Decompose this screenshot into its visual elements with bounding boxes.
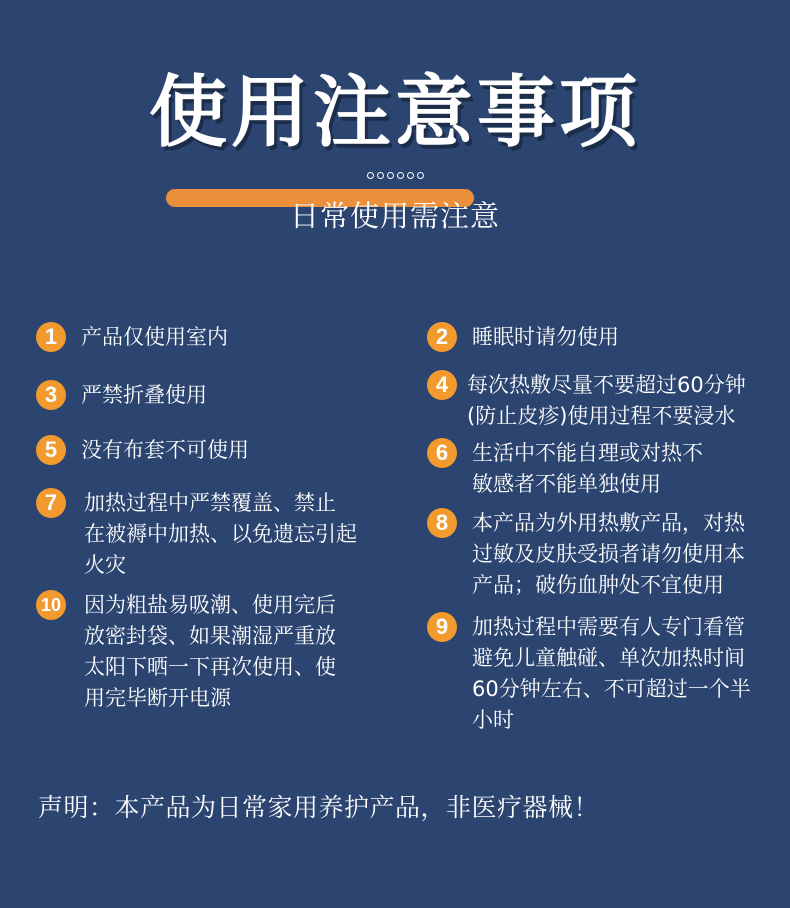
dot bbox=[417, 172, 424, 179]
number-badge: 6 bbox=[427, 438, 457, 468]
notice-item-9 bbox=[427, 612, 751, 736]
notice-text: 生活中不能自理或对热不 敏感者不能单独使用 bbox=[472, 441, 703, 496]
notice-text: 产品仅使用室内 bbox=[81, 325, 228, 349]
subtitle: 日常使用需注意 bbox=[289, 199, 500, 233]
number-badge: 5 bbox=[36, 435, 66, 465]
dot bbox=[397, 172, 404, 179]
notice-item-3 bbox=[36, 380, 207, 411]
number-badge: 8 bbox=[427, 508, 457, 538]
number-badge: 2 bbox=[427, 322, 457, 352]
number-badge: 4 bbox=[427, 370, 457, 400]
notice-item-8 bbox=[427, 508, 745, 601]
notice-item-4 bbox=[427, 370, 746, 432]
notice-item-5 bbox=[36, 435, 249, 466]
notice-text: 睡眠时请勿使用 bbox=[472, 325, 619, 349]
notice-item-6 bbox=[427, 438, 703, 500]
dot bbox=[367, 172, 374, 179]
notice-text: 本产品为外用热敷产品，对热 过敏及皮肤受损者请勿使用本 产品；破伤血肿处不宜使用 bbox=[472, 511, 745, 597]
notice-text: 每次热敷尽量不要超过60分钟 (防止皮疹)使用过程不要浸水 bbox=[467, 373, 746, 428]
number-badge: 3 bbox=[36, 380, 66, 410]
notice-item-10 bbox=[36, 590, 336, 714]
dot bbox=[407, 172, 414, 179]
notice-text: 没有布套不可使用 bbox=[81, 438, 249, 462]
notice-item-2 bbox=[427, 322, 619, 353]
number-badge: 9 bbox=[427, 612, 457, 642]
number-badge: 1 bbox=[36, 322, 66, 352]
number-badge: 7 bbox=[36, 488, 66, 518]
notice-text: 加热过程中需要有人专门看管 避免儿童触碰、单次加热时间 60分钟左右、不可超过一个半 小时 bbox=[472, 615, 751, 732]
disclaimer-note: 声明：本产品为日常家用养护产品，非医疗器械！ bbox=[38, 793, 600, 822]
page-title: 使用注意事项 bbox=[148, 68, 641, 158]
notice-text: 因为粗盐易吸潮、使用完后 放密封袋、如果潮湿严重放 太阳下晒一下再次使用、使 用完毕断开电源 bbox=[84, 593, 336, 710]
dot bbox=[377, 172, 384, 179]
notice-text: 严禁折叠使用 bbox=[81, 383, 207, 407]
notice-item-7 bbox=[36, 488, 357, 581]
decorative-dots bbox=[0, 172, 790, 179]
title-block bbox=[0, 58, 790, 168]
number-badge: 10 bbox=[36, 590, 66, 620]
dot bbox=[387, 172, 394, 179]
notice-text: 加热过程中严禁覆盖、禁止 在被褥中加热、以免遗忘引起 火灾 bbox=[84, 491, 357, 577]
notice-item-1 bbox=[36, 322, 228, 353]
